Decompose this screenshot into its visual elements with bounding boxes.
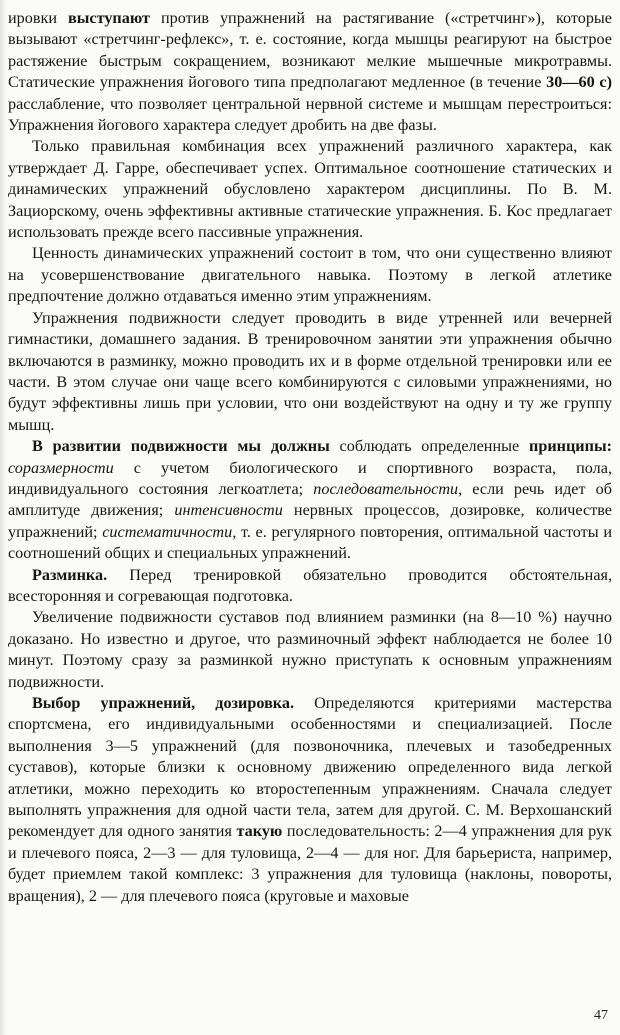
text-segment: Увеличение подвижности суставов под влиянием разминки (на 8—10 %) научно доказано. Но известно и другое, что разминочный эффект наблюдается не более 10 минут. Поэтому сразу за разминкой нужно приступать к основным упражнениям подвижности. bbox=[8, 608, 612, 691]
text-segment: Ценность динамических упражнений состоит в том, что они существенно влияют на усовершенствование двигательного навыка. Поэтому в легкой атлетике предпочтение должно отдаваться именно этим упражнениям. bbox=[8, 244, 612, 306]
paragraph-p2 bbox=[8, 136, 612, 243]
text-segment: последовательность: 2—4 упражнения для рук и плечевого пояса, 2—3 — для туловища, 2—4 — для ног. Для барьериста, например, будет приемлем такой комплекс: 3 упражнения для туловища (наклоны, повороты, вращения), 2 — для плечевого пояса (круговые и маховые bbox=[8, 822, 612, 905]
text-segment: расслабление, что позволяет центральной нервной системе и мышцам перестроиться: Упражнения йогового характера следует дробить на две фазы. bbox=[8, 94, 612, 135]
paragraph-p3 bbox=[8, 243, 612, 307]
text-segment: последовательности, bbox=[313, 479, 463, 498]
text-segment: В развитии подвижности мы должны bbox=[32, 437, 330, 456]
text-segment: ировки bbox=[8, 9, 69, 27]
text-segment: принципы: bbox=[529, 437, 612, 456]
text-segment: выступают bbox=[68, 9, 150, 27]
text-segment: соблюдать определенные bbox=[329, 437, 529, 456]
paragraph-p1 bbox=[8, 8, 612, 136]
text-segment: 30—60 с) bbox=[546, 73, 612, 92]
text-segment: Перед тренировкой обязательно проводится обстоятельная, всесторонняя и согревающая подготовка. bbox=[8, 565, 612, 605]
text-segment: с учетом биологического и спортивного возраста, пола, индивидуального состояния легкоатлета; bbox=[8, 458, 612, 498]
text-segment: соразмерности bbox=[8, 458, 114, 477]
text-segment: Выбор упражнений, дозировка. bbox=[32, 694, 295, 712]
paragraph-p7 bbox=[8, 607, 612, 693]
text-segment: Разминка. bbox=[32, 565, 108, 584]
paragraph-p4 bbox=[8, 308, 612, 436]
body-text bbox=[8, 8, 612, 907]
text-segment: интенсивности bbox=[174, 501, 283, 520]
text-segment: нервных процессов, дозировке, количестве упражнений; bbox=[8, 501, 612, 541]
text-segment: если речь идет об амплитуде движения; bbox=[8, 479, 612, 520]
page-number: 47 bbox=[594, 1008, 608, 1023]
text-segment: Упражнения подвижности следует проводить в виде утренней или вечерней гимнастики, домашнего задания. В тренировочном занятии эти упражнения обычно включаются в разминку, можно проводить их и в форме отдельной тренировки или ее части. В этом случае они чаще всего комбинируются с силовыми упражнениями, но будут эффективны лишь при условии, что они воздействуют на одну и ту же группу мышц. bbox=[8, 308, 612, 434]
text-segment: систематичности, bbox=[102, 522, 237, 541]
paragraph-p5 bbox=[8, 436, 612, 564]
paragraph-p6 bbox=[8, 565, 612, 608]
text-segment: Только правильная комбинация всех упражнений различного характера, как утверждает Д. Гарре, обеспечивает успех. Оптимальное соотношение статических и динамических упражнений обусловлено характером дисциплины. По В. М. Зациорскому, очень эффективны активные статические упражнения. Б. Кос предлагает использовать прежде всего пассивные упражнения. bbox=[8, 137, 612, 242]
text-segment: против упражнений на растягивание («стретчинг»), которые вызывают «стретчинг-рефлекс», т. е. состояние, когда мышцы реагируют на быстрое растяжение быстрым сокращением, возникают мелкие мышечные микротравмы. Статические упражнения йогового типа предполагают медленное (в течение bbox=[8, 9, 612, 92]
paragraph-p8 bbox=[8, 693, 612, 907]
text-segment: т. е. регулярного повторения, оптимальной частоты и соотношений общих и специальных упражнений. bbox=[8, 522, 612, 563]
text-segment: Определяются критериями мастерства спортсмена, его индивидуальными особенностями и специализацией. После выполнения 3—5 упражнений (для позвоночника, плечевых и тазобедренных суставов), которые близки к основному движению определенного вида легкой атлетики, можно переходить ко второстепенным упражнениям. Сначала следует выполнять упражнения для одной части тела, затем для другой. С. М. Верхошанский рекомендует для одного занятия bbox=[8, 694, 612, 841]
page-edge-shadow bbox=[0, 0, 6, 1035]
text-segment: такую bbox=[236, 822, 283, 841]
